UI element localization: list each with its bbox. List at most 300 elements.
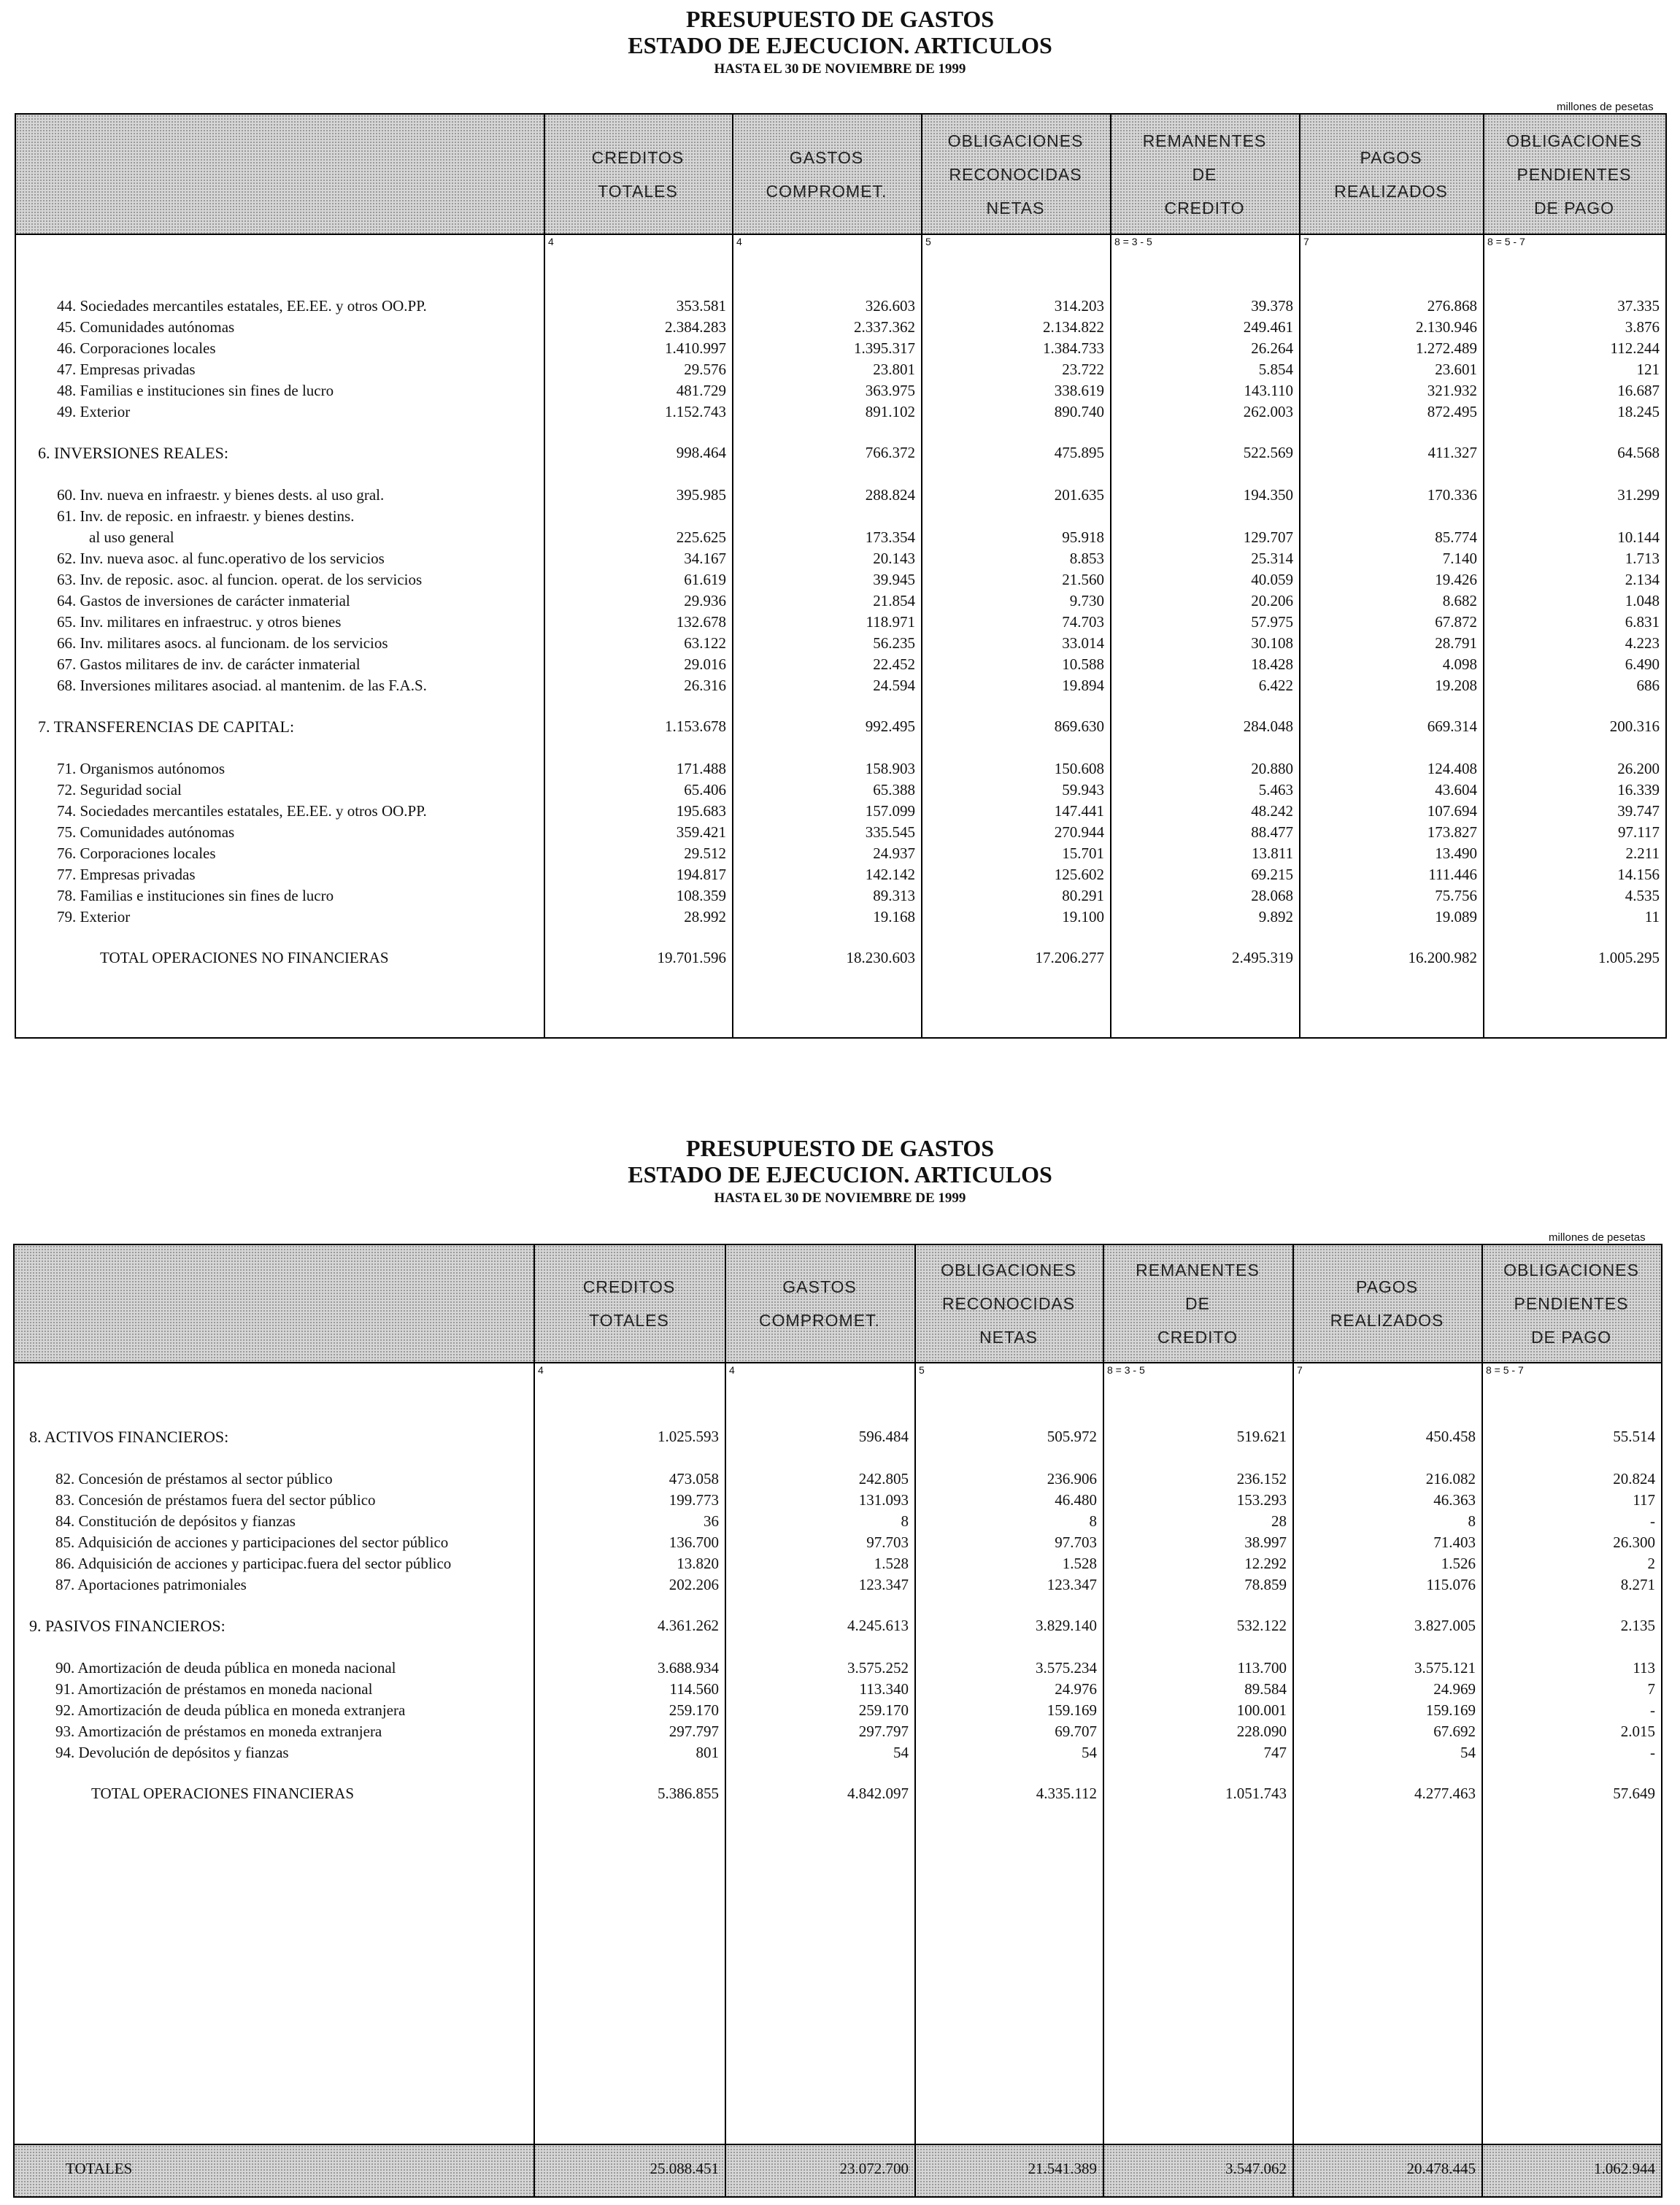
row-label: 49. Exterior	[57, 403, 131, 420]
cell-value: 38.997	[1244, 1534, 1287, 1551]
cell-value: 59.943	[1062, 781, 1104, 799]
row-label: 62. Inv. nueva asoc. al func.operativo de los servicios	[57, 550, 385, 567]
cell-value: -	[1650, 1744, 1655, 1761]
cell-value: 55.514	[1613, 1428, 1655, 1445]
cell-value: 262.003	[1243, 403, 1293, 420]
units-label-1: millones de pesetas	[1557, 101, 1654, 113]
column-header-line: DE PAGO	[1530, 1328, 1612, 1347]
table-row	[16, 485, 1680, 506]
column-header-line: COMPROMET.	[759, 1311, 880, 1330]
cell-value: 65.388	[873, 781, 915, 799]
cell-value: 63.122	[684, 634, 726, 652]
table-row	[16, 780, 1680, 801]
cell-value: 111.446	[1428, 866, 1477, 883]
cell-value: 2.015	[1620, 1723, 1655, 1740]
column-header	[1299, 115, 1483, 234]
cell-value: 88.477	[1251, 823, 1293, 841]
cell-value: 39.747	[1617, 802, 1660, 820]
cell-value: 481.729	[676, 382, 726, 399]
cell-value: 121	[1636, 361, 1660, 378]
group-row	[15, 1615, 1680, 1636]
row-label: 47. Empresas privadas	[57, 361, 196, 378]
cell-value: 473.058	[668, 1470, 719, 1488]
cell-value: 4.842.097	[847, 1785, 909, 1802]
column-header	[921, 115, 1110, 234]
cell-value: 43.604	[1435, 781, 1477, 799]
cell-value: 46.363	[1433, 1491, 1476, 1509]
column-header-line: DE PAGO	[1533, 198, 1615, 218]
cell-value: 71.403	[1433, 1534, 1476, 1551]
cell-value: 270.944	[1054, 823, 1104, 841]
cell-value: 80.291	[1062, 887, 1104, 904]
cell-value: 20.143	[873, 550, 915, 567]
row-label: 7. TRANSFERENCIAS DE CAPITAL:	[38, 717, 295, 736]
row-label: 63. Inv. de reposic. asoc. al funcion. operat. de los servicios	[57, 571, 423, 588]
cell-value: 142.142	[865, 866, 915, 883]
cell-value: 54	[1082, 1744, 1097, 1761]
cell-value: 48.242	[1251, 802, 1293, 820]
column-header-line: GASTOS	[789, 147, 864, 167]
column-header	[1483, 115, 1665, 234]
cell-value: 20.880	[1251, 760, 1293, 777]
row-label: 8. ACTIVOS FINANCIEROS:	[29, 1428, 229, 1446]
cell-value: 40.059	[1251, 571, 1293, 588]
cell-value: 2.495.319	[1232, 949, 1293, 966]
cell-value: 1.272.489	[1416, 339, 1477, 357]
cell-value: 326.603	[865, 297, 915, 315]
cell-value: 2.384.283	[665, 318, 726, 336]
table-row	[16, 338, 1680, 359]
table-row	[16, 527, 1680, 548]
cell-value: 1.713	[1625, 550, 1660, 567]
date-line-2: HASTA EL 30 DE NOVIEMBRE DE 1999	[714, 1190, 966, 1206]
row-label: 60. Inv. nueva en infraestr. y bienes dests. al uso gral.	[57, 486, 385, 504]
row-label: 91. Amortización de préstamos en moneda nacional	[55, 1680, 373, 1698]
cell-value: 4.277.463	[1414, 1785, 1476, 1802]
row-label: 9. PASIVOS FINANCIEROS:	[29, 1617, 226, 1635]
cell-value: 9.892	[1258, 908, 1293, 926]
column-header-line: REALIZADOS	[1330, 1311, 1444, 1330]
cell-value: 69.215	[1251, 866, 1293, 883]
column-index-label: 4	[548, 236, 554, 247]
cell-value: 113.700	[1237, 1659, 1287, 1677]
column-header-line: TOTALES	[589, 1311, 669, 1330]
cell-value: 4.223	[1625, 634, 1660, 652]
cell-value: 321.932	[1427, 382, 1477, 399]
cell-value: 891.102	[865, 403, 915, 420]
row-label: 86. Adquisición de acciones y participac.fuera del sector público	[55, 1555, 452, 1572]
column-index-label: 8 = 5 - 7	[1487, 236, 1525, 247]
cell-value: 54	[1460, 1744, 1476, 1761]
cell-value: 125.602	[1054, 866, 1104, 883]
table-row	[16, 885, 1680, 907]
cell-value: 10.144	[1617, 528, 1660, 546]
row-label: TOTAL OPERACIONES NO FINANCIERAS	[100, 949, 389, 966]
row-label: 82. Concesión de préstamos al sector público	[55, 1470, 333, 1488]
cell-value: 29.576	[684, 361, 726, 378]
cell-value: 157.099	[865, 802, 915, 820]
cell-value: 64.568	[1617, 444, 1660, 461]
cell-value: 335.545	[865, 823, 915, 841]
budget-table-2	[13, 1244, 1662, 2198]
cell-value: 7.140	[1442, 550, 1477, 567]
cell-value: 1.528	[874, 1555, 909, 1572]
row-label: 90. Amortización de deuda pública en moneda nacional	[55, 1659, 396, 1677]
column-header-line: REALIZADOS	[1334, 181, 1448, 201]
cell-value: 216.082	[1425, 1470, 1476, 1488]
column-index-label: 4	[736, 236, 742, 247]
cell-value: 30.108	[1251, 634, 1293, 652]
row-label: 61. Inv. de reposic. en infraestr. y bienes destins.	[57, 507, 355, 525]
cell-value: 170.336	[1427, 486, 1477, 504]
row-label: 84. Constitución de depósitos y fianzas	[55, 1512, 296, 1530]
cell-value: 173.827	[1427, 823, 1477, 841]
cell-value: 532.122	[1236, 1617, 1287, 1634]
cell-value: 236.906	[1047, 1470, 1097, 1488]
column-header	[533, 1245, 725, 1362]
cell-value: -	[1650, 1701, 1655, 1719]
table-row	[15, 1700, 1680, 1721]
cell-value: 259.170	[668, 1701, 719, 1719]
cell-value: 411.327	[1427, 444, 1477, 461]
cell-value: 522.569	[1243, 444, 1293, 461]
column-index-label: 4	[729, 1364, 735, 1376]
cell-value: 4.098	[1442, 655, 1477, 673]
column-index-label: 5	[919, 1364, 925, 1376]
cell-value: 22.452	[873, 655, 915, 673]
cell-value: 2.134.822	[1043, 318, 1104, 336]
page-title-2: PRESUPUESTO DE GASTOS	[685, 1135, 995, 1161]
cell-value: 61.619	[684, 571, 726, 588]
page-subtitle-2: ESTADO DE EJECUCION. ARTICULOS	[628, 1161, 1052, 1188]
table-row	[16, 569, 1680, 590]
column-index-label: 7	[1297, 1364, 1303, 1376]
cell-value: 39.945	[873, 571, 915, 588]
cell-value: 596.484	[858, 1428, 909, 1445]
column-header-line: DE	[1185, 1294, 1210, 1313]
cell-value: 3.575.121	[1414, 1659, 1476, 1677]
column-index-label: 4	[538, 1364, 544, 1376]
cell-value: 28	[1271, 1512, 1287, 1530]
cell-value: 6.490	[1625, 655, 1660, 673]
cell-value: 297.797	[668, 1723, 719, 1740]
table-row	[16, 633, 1680, 654]
cell-value: 57.975	[1251, 613, 1293, 631]
table-row	[15, 1658, 1680, 1679]
cell-value: 801	[695, 1744, 719, 1761]
table-row	[16, 590, 1680, 612]
cell-value: 4.535	[1625, 887, 1660, 904]
cell-value: 1.395.317	[854, 339, 915, 357]
cell-value: 259.170	[858, 1701, 909, 1719]
cell-value: 57.649	[1613, 1785, 1655, 1802]
cell-value: 114.560	[669, 1680, 719, 1698]
row-label: 93. Amortización de préstamos en moneda extranjera	[55, 1723, 382, 1740]
row-label: 44. Sociedades mercantiles estatales, EE.EE. y otros OO.PP.	[57, 297, 427, 315]
cell-value: 39.378	[1251, 297, 1293, 315]
cell-value: 136.700	[668, 1534, 719, 1551]
cell-value: 1.410.997	[665, 339, 726, 357]
cell-value: 6.831	[1625, 613, 1660, 631]
cell-value: 28.068	[1251, 887, 1293, 904]
page-title-1: PRESUPUESTO DE GASTOS	[685, 6, 995, 32]
cell-value: 159.169	[1047, 1701, 1097, 1719]
cell-value: 16.687	[1617, 382, 1660, 399]
cell-value: 869.630	[1054, 717, 1104, 735]
cell-value: 147.441	[1054, 802, 1104, 820]
totales-value: 23.072.700	[839, 2160, 909, 2177]
cell-value: 8.853	[1069, 550, 1104, 567]
cell-value: 1.051.743	[1225, 1785, 1287, 1802]
units-label-2: millones de pesetas	[1549, 1231, 1646, 1244]
cell-value: 28.992	[684, 908, 726, 926]
cell-value: 14.156	[1617, 866, 1660, 883]
column-header-line: REMANENTES	[1142, 131, 1267, 150]
cell-value: 11	[1644, 908, 1660, 926]
cell-value: 97.117	[1618, 823, 1660, 841]
row-label: 72. Seguridad social	[57, 781, 182, 799]
cell-value: 113.340	[859, 1680, 909, 1698]
cell-value: -	[1650, 1512, 1655, 1530]
cell-value: 3.575.234	[1036, 1659, 1097, 1677]
cell-value: 89.313	[873, 887, 915, 904]
cell-value: 18.245	[1617, 403, 1660, 420]
cell-value: 195.683	[676, 802, 726, 820]
row-label: 46. Corporaciones locales	[57, 339, 216, 357]
cell-value: 766.372	[865, 444, 915, 461]
cell-value: 97.703	[866, 1534, 909, 1551]
cell-value: 20.206	[1251, 592, 1293, 609]
row-label: 45. Comunidades autónomas	[57, 318, 235, 336]
column-header-line: OBLIGACIONES	[1503, 1261, 1639, 1279]
table-row	[15, 1679, 1680, 1700]
cell-value: 242.805	[858, 1470, 909, 1488]
cell-value: 29.016	[684, 655, 726, 673]
cell-value: 150.608	[1054, 760, 1104, 777]
column-header-line: NETAS	[979, 1328, 1038, 1347]
column-header	[1103, 1245, 1292, 1362]
column-index-label: 8 = 3 - 5	[1114, 236, 1152, 247]
totales-value: 1.062.944	[1594, 2160, 1655, 2177]
table-row	[15, 1721, 1680, 1742]
cell-value: 23.801	[873, 361, 915, 378]
cell-value: 18.230.603	[846, 949, 915, 966]
table-row	[15, 1490, 1680, 1511]
cell-value: 46.480	[1055, 1491, 1097, 1509]
cell-value: 19.894	[1062, 677, 1104, 694]
cell-value: 992.495	[865, 717, 915, 735]
cell-value: 395.985	[676, 486, 726, 504]
cell-value: 37.335	[1617, 297, 1660, 315]
cell-value: 4.335.112	[1036, 1785, 1097, 1802]
cell-value: 118.971	[866, 613, 915, 631]
row-label: 48. Familias e instituciones sin fines de lucro	[57, 382, 334, 399]
cell-value: 34.167	[684, 550, 726, 567]
cell-value: 28.791	[1435, 634, 1477, 652]
cell-value: 112.244	[1610, 339, 1660, 357]
totales-label: TOTALES	[66, 2160, 133, 2177]
column-header-line: CREDITO	[1164, 198, 1245, 218]
column-header-line: OBLIGACIONES	[941, 1261, 1076, 1279]
column-header	[732, 115, 921, 234]
row-label: 64. Gastos de inversiones de carácter inmaterial	[57, 592, 350, 609]
cell-value: 998.464	[676, 444, 726, 461]
cell-value: 36	[704, 1512, 719, 1530]
cell-value: 297.797	[858, 1723, 909, 1740]
cell-value: 17.206.277	[1035, 949, 1104, 966]
column-header-line: COMPROMET.	[766, 181, 887, 201]
cell-value: 3.688.934	[658, 1659, 719, 1677]
cell-value: 24.976	[1055, 1680, 1097, 1698]
cell-value: 18.428	[1251, 655, 1293, 673]
cell-value: 359.421	[676, 823, 726, 841]
column-header-line: OBLIGACIONES	[1506, 131, 1642, 150]
row-label: 83. Concesión de préstamos fuera del sector público	[55, 1491, 376, 1509]
table-row	[16, 907, 1680, 928]
cell-value: 8	[901, 1512, 909, 1530]
cell-value: 5.854	[1258, 361, 1293, 378]
row-label: 74. Sociedades mercantiles estatales, EE.EE. y otros OO.PP.	[57, 802, 427, 820]
cell-value: 288.824	[865, 486, 915, 504]
cell-value: 124.408	[1427, 760, 1477, 777]
row-label: 67. Gastos militares de inv. de carácter inmaterial	[57, 655, 361, 673]
row-label: 78. Familias e instituciones sin fines de lucro	[57, 887, 334, 904]
cell-value: 65.406	[684, 781, 726, 799]
totales-row	[15, 2158, 1680, 2179]
cell-value: 69.707	[1055, 1723, 1097, 1740]
cell-value: 24.969	[1433, 1680, 1476, 1698]
cell-value: 7	[1647, 1680, 1655, 1698]
cell-value: 1.528	[1062, 1555, 1097, 1572]
cell-value: 236.152	[1236, 1470, 1287, 1488]
cell-value: 85.774	[1435, 528, 1477, 546]
cell-value: 19.426	[1435, 571, 1477, 588]
table-row	[16, 359, 1680, 380]
cell-value: 19.100	[1062, 908, 1104, 926]
row-label: TOTAL OPERACIONES FINANCIERAS	[91, 1785, 355, 1802]
cell-value: 74.703	[1062, 613, 1104, 631]
page-subtitle-1: ESTADO DE EJECUCION. ARTICULOS	[628, 32, 1052, 58]
column-index-label: 8 = 3 - 5	[1107, 1364, 1145, 1376]
column-header-line: CREDITOS	[591, 147, 685, 167]
table-row	[16, 317, 1680, 338]
column-header-line: PENDIENTES	[1514, 1294, 1629, 1313]
row-label: 66. Inv. militares asocs. al funcionam. de los servicios	[57, 634, 388, 652]
row-label: 85. Adquisición de acciones y participaciones del sector público	[55, 1534, 449, 1551]
cell-value: 194.817	[676, 866, 726, 883]
column-header-line: CREDITOS	[582, 1277, 676, 1296]
cell-value: 24.594	[873, 677, 915, 694]
cell-value: 129.707	[1243, 528, 1293, 546]
cell-value: 78.859	[1244, 1576, 1287, 1593]
cell-value: 19.208	[1435, 677, 1477, 694]
cell-value: 16.200.982	[1408, 949, 1477, 966]
table-row	[15, 1532, 1680, 1553]
cell-value: 67.692	[1433, 1723, 1476, 1740]
cell-value: 1.025.593	[658, 1428, 719, 1445]
cell-value: 56.235	[873, 634, 915, 652]
cell-value: 1.005.295	[1598, 949, 1660, 966]
cell-value: 276.868	[1427, 297, 1477, 315]
cell-value: 19.089	[1435, 908, 1477, 926]
group-row	[16, 442, 1680, 463]
column-header	[1292, 1245, 1481, 1362]
totales-value: 20.478.445	[1406, 2160, 1476, 2177]
totales-value: 25.088.451	[650, 2160, 719, 2177]
column-header	[725, 1245, 914, 1362]
cell-value: 19.701.596	[657, 949, 726, 966]
column-header	[914, 1245, 1103, 1362]
table-row	[16, 654, 1680, 675]
row-label: 76. Corporaciones locales	[57, 844, 216, 862]
cell-value: 4.245.613	[847, 1617, 909, 1634]
cell-value: 9.730	[1069, 592, 1104, 609]
cell-value: 3.827.005	[1414, 1617, 1476, 1634]
table-row	[15, 1742, 1680, 1763]
cell-value: 2.130.946	[1416, 318, 1477, 336]
cell-value: 123.347	[1047, 1576, 1097, 1593]
cell-value: 29.936	[684, 592, 726, 609]
cell-value: 75.756	[1435, 887, 1477, 904]
group-row	[15, 1426, 1680, 1447]
cell-value: 21.854	[873, 592, 915, 609]
cell-value: 8.682	[1442, 592, 1477, 609]
table-row	[16, 675, 1680, 696]
cell-value: 67.872	[1435, 613, 1477, 631]
column-header-line: REMANENTES	[1136, 1261, 1260, 1279]
cell-value: 228.090	[1236, 1723, 1287, 1740]
totales-value: 21.541.389	[1028, 2160, 1097, 2177]
cell-value: 4.361.262	[658, 1617, 719, 1634]
cell-value: 890.740	[1054, 403, 1104, 420]
cell-value: 475.895	[1054, 444, 1104, 461]
cell-value: 505.972	[1047, 1428, 1097, 1445]
cell-value: 158.903	[865, 760, 915, 777]
column-index-label: 5	[925, 236, 931, 247]
table-row	[16, 758, 1680, 780]
cell-value: 353.581	[676, 297, 726, 315]
table-row	[16, 843, 1680, 864]
cell-value: 249.461	[1243, 318, 1293, 336]
column-header	[544, 115, 732, 234]
cell-value: 13.811	[1252, 844, 1293, 862]
column-index-label: 7	[1303, 236, 1309, 247]
cell-value: 19.168	[873, 908, 915, 926]
column-header-line: GASTOS	[782, 1277, 857, 1296]
column-header-line: RECONOCIDAS	[941, 1294, 1076, 1313]
cell-value: 21.560	[1062, 571, 1104, 588]
cell-value: 153.293	[1236, 1491, 1287, 1509]
cell-value: 26.200	[1617, 760, 1660, 777]
cell-value: 872.495	[1427, 403, 1477, 420]
row-label: 92. Amortización de deuda pública en moneda extranjera	[55, 1701, 406, 1719]
cell-value: 10.588	[1062, 655, 1104, 673]
cell-value: 131.093	[858, 1491, 909, 1509]
cell-value: 3.876	[1625, 318, 1660, 336]
cell-value: 2.134	[1625, 571, 1660, 588]
cell-value: 26.316	[684, 677, 726, 694]
row-label: 71. Organismos autónomos	[57, 760, 226, 777]
column-index-label: 8 = 5 - 7	[1486, 1364, 1524, 1376]
row-label: 79. Exterior	[57, 908, 131, 926]
cell-value: 107.694	[1427, 802, 1477, 820]
cell-value: 31.299	[1617, 486, 1660, 504]
cell-value: 171.488	[676, 760, 726, 777]
cell-value: 6.422	[1258, 677, 1293, 694]
column-header-line: DE	[1192, 164, 1217, 184]
cell-value: 29.512	[684, 844, 726, 862]
column-header-line: PAGOS	[1360, 147, 1422, 167]
